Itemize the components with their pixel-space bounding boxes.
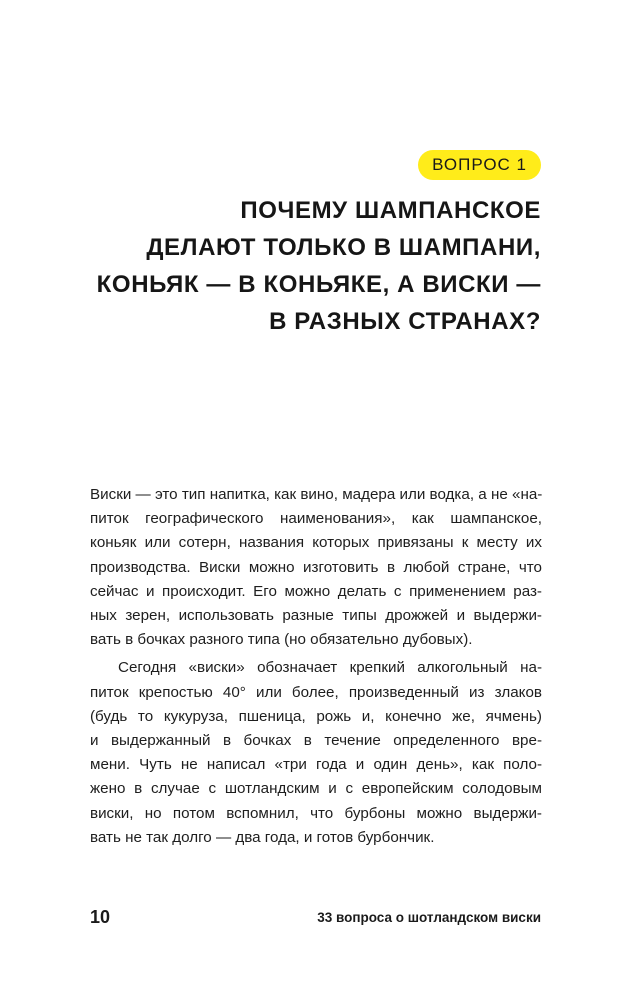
running-title: 33 вопроса о шотландском виски [317, 910, 541, 925]
text-line: Сегодня «виски» обозначает крепкий алкогольный на- [118, 659, 542, 677]
title-line: ДЕЛАЮТ ТОЛЬКО В ШАМПАНИ, [146, 234, 541, 261]
paragraph-2 [90, 656, 542, 850]
text-line: (будь то кукуруза, пшеница, рожь и, конечно же, ячмень) [90, 707, 542, 725]
text-line: сейчас и происходит. Его можно делать с применением раз- [90, 582, 542, 600]
text-line: питок крепостью 40° или более, произведенный из злаков [90, 683, 542, 701]
title-line: ПОЧЕМУ ШАМПАНСКОЕ [240, 197, 541, 224]
page-number: 10 [90, 907, 111, 927]
text-line: коньяк или сотерн, названия которых привязаны к месту их [90, 534, 542, 552]
title-line: КОНЬЯК — В КОНЬЯКЕ, А ВИСКИ — [96, 271, 541, 298]
question-label: ВОПРОС 1 [418, 150, 541, 180]
text-line: питок географического наименования», как шампанское, [90, 510, 542, 528]
body-text [90, 483, 542, 850]
chapter-title [71, 192, 541, 340]
title-line: В РАЗНЫХ СТРАНАХ? [269, 308, 541, 335]
text-line: вать не так долго — два года, и готов бурбончик. [90, 828, 435, 846]
text-line: и выдержанный в бочках в течение определенного вре- [90, 732, 542, 750]
text-line: ных зерен, использовать разные типы дрожжей и выдержи- [90, 607, 542, 625]
text-line: виски, но потом вспомнил, что бурбоны можно выдержи- [90, 804, 542, 822]
text-line: Виски — это тип напитка, как вино, мадера или водка, а не «на- [90, 486, 543, 503]
text-line: производства. Виски можно изготовить в любой стране, что [90, 558, 542, 576]
paragraph-1 [90, 483, 542, 652]
text-line: мени. Чуть не написал «три года и один день», как поло- [90, 756, 542, 774]
text-line: вать в бочках разного типа (но обязательно дубовых). [90, 631, 473, 649]
text-line: жено в случае с шотландским и с европейским солодовым [90, 780, 542, 798]
question-label-wrap [418, 150, 541, 180]
